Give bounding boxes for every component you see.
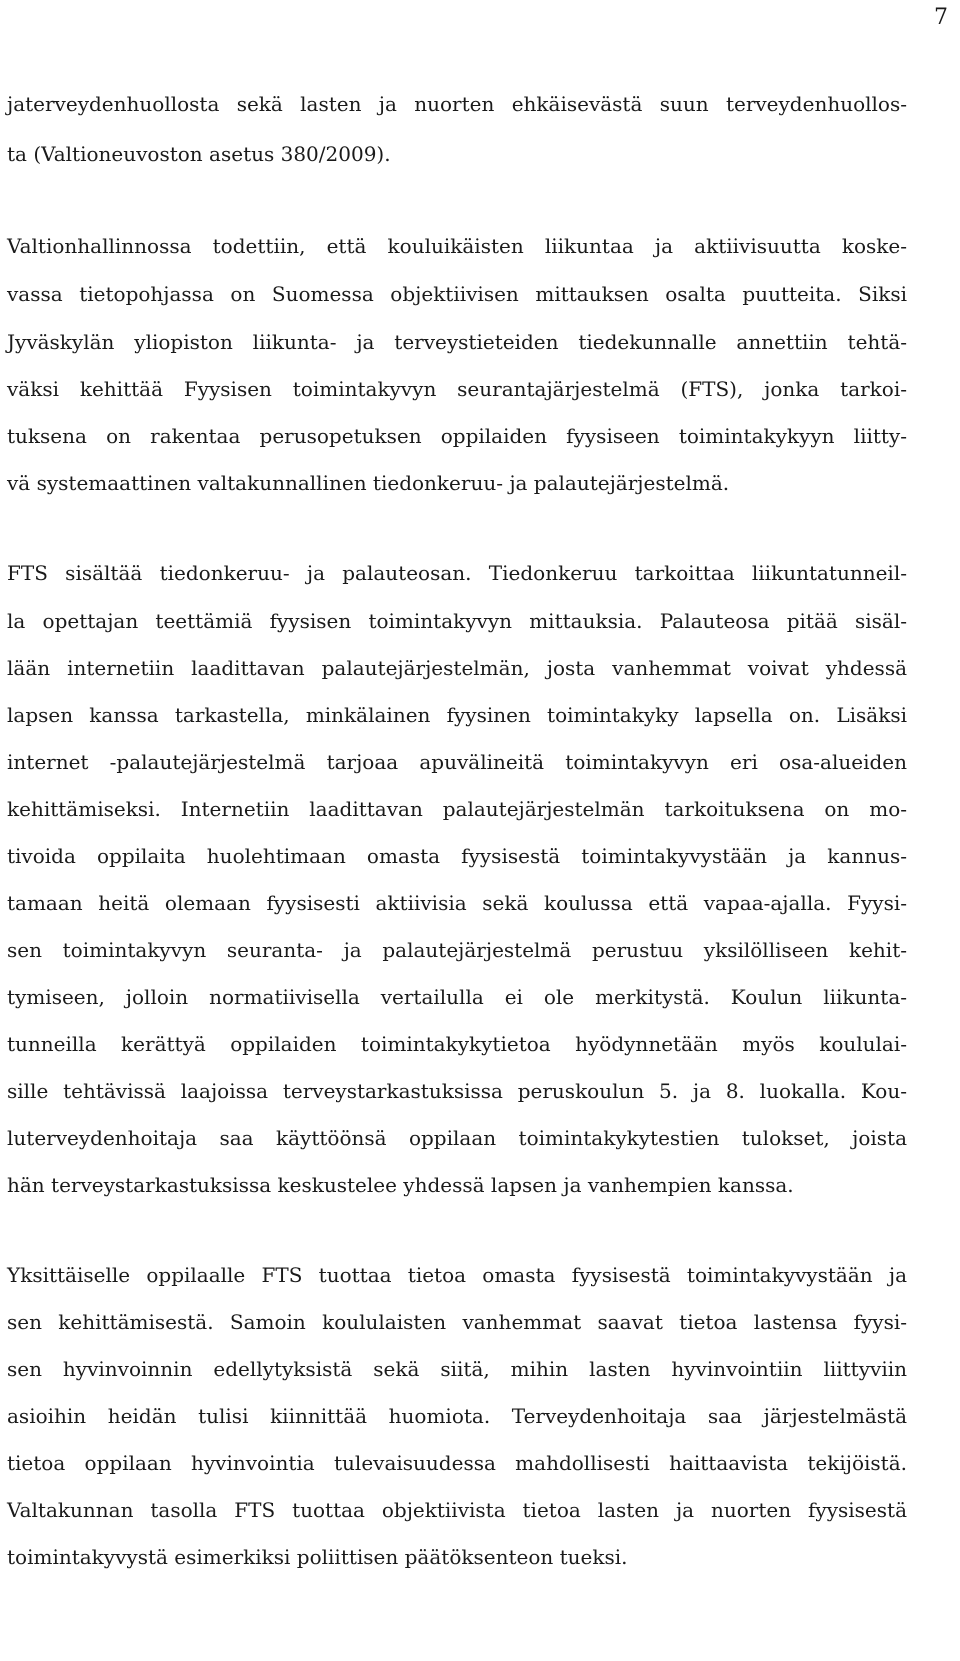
paragraph-4-line-6: Valtakunnan tasolla FTS tuottaa objektiivista tietoa lasten ja nuorten fyysisestä [7,1498,907,1522]
paragraph-1-line-2: ta (Valtioneuvoston asetus 380/2009). [7,142,391,166]
paragraph-3-line-6: kehittämiseksi. Internetiin laadittavan palautejärjestelmän tarkoituksena on mo- [7,797,907,821]
paragraph-3-line-5: internet -palautejärjestelmä tarjoaa apuvälineitä toimintakyvyn eri osa-alueiden [7,750,907,774]
paragraph-3-line-8: tamaan heitä olemaan fyysisesti aktiivisia sekä koulussa että vapaa-ajalla. Fyysi- [7,891,907,915]
paragraph-2-line-2: vassa tietopohjassa on Suomessa objektiivisen mittauksen osalta puutteita. Siksi [7,282,907,306]
paragraph-2-line-6: vä systemaattinen valtakunnallinen tiedonkeruu- ja palautejärjestelmä. [7,471,730,495]
paragraph-4-line-7: toimintakyvystä esimerkiksi poliittisen päätöksenteon tueksi. [7,1545,628,1569]
paragraph-2-line-1: Valtionhallinnossa todettiin, että kouluikäisten liikuntaa ja aktiivisuutta koske- [7,234,907,258]
page-number: 7 [934,5,948,30]
paragraph-2-line-4: väksi kehittää Fyysisen toimintakyvyn seurantajärjestelmä (FTS), jonka tarkoi- [7,377,907,401]
paragraph-3-line-10: tymiseen, jolloin normatiivisella vertailulla ei ole merkitystä. Koulun liikunta- [7,985,907,1009]
paragraph-3-line-4: lapsen kanssa tarkastella, minkälainen fyysinen toimintakyky lapsella on. Lisäksi [7,703,907,727]
paragraph-4-line-1: Yksittäiselle oppilaalle FTS tuottaa tietoa omasta fyysisestä toimintakyvystään ja [7,1263,907,1287]
paragraph-3-line-7: tivoida oppilaita huolehtimaan omasta fyysisestä toimintakyvystään ja kannus- [7,844,907,868]
paragraph-3-line-12: sille tehtävissä laajoissa terveystarkastuksissa peruskoulun 5. ja 8. luokalla. Kou- [7,1079,907,1103]
paragraph-3-line-14: hän terveystarkastuksissa keskustelee yhdessä lapsen ja vanhempien kanssa. [7,1173,794,1197]
paragraph-3-line-2: la opettajan teettämiä fyysisen toimintakyvyn mittauksia. Palauteosa pitää sisäl- [7,609,907,633]
paragraph-1-line-1: jaterveydenhuollosta sekä lasten ja nuorten ehkäisevästä suun terveydenhuollos- [7,92,907,116]
paragraph-3-line-9: sen toimintakyvyn seuranta- ja palautejärjestelmä perustuu yksilölliseen kehit- [7,938,907,962]
paragraph-4-line-5: tietoa oppilaan hyvinvointia tulevaisuudessa mahdollisesti haittaavista tekijöistä. [7,1451,907,1475]
paragraph-2-line-3: Jyväskylän yliopiston liikunta- ja terveystieteiden tiedekunnalle annettiin tehtä- [7,330,907,354]
paragraph-2-line-5: tuksena on rakentaa perusopetuksen oppilaiden fyysiseen toimintakykyyn liitty- [7,424,907,448]
paragraph-3-line-1: FTS sisältää tiedonkeruu- ja palauteosan. Tiedonkeruu tarkoittaa liikuntatunneil- [7,561,907,585]
paragraph-3-line-3: lään internetiin laadittavan palautejärjestelmän, josta vanhemmat voivat yhdessä [7,656,907,680]
paragraph-4-line-4: asioihin heidän tulisi kiinnittää huomiota. Terveydenhoitaja saa järjestelmästä [7,1404,907,1428]
paragraph-4-line-3: sen hyvinvoinnin edellytyksistä sekä siitä, mihin lasten hyvinvointiin liittyviin [7,1357,907,1381]
paragraph-4-line-2: sen kehittämisestä. Samoin koululaisten vanhemmat saavat tietoa lastensa fyysi- [7,1310,907,1334]
paragraph-3-line-13: luterveydenhoitaja saa käyttöönsä oppilaan toimintakykytestien tulokset, joista [7,1126,907,1150]
paragraph-3-line-11: tunneilla kerättyä oppilaiden toimintakykytietoa hyödynnetään myös koululai- [7,1032,907,1056]
